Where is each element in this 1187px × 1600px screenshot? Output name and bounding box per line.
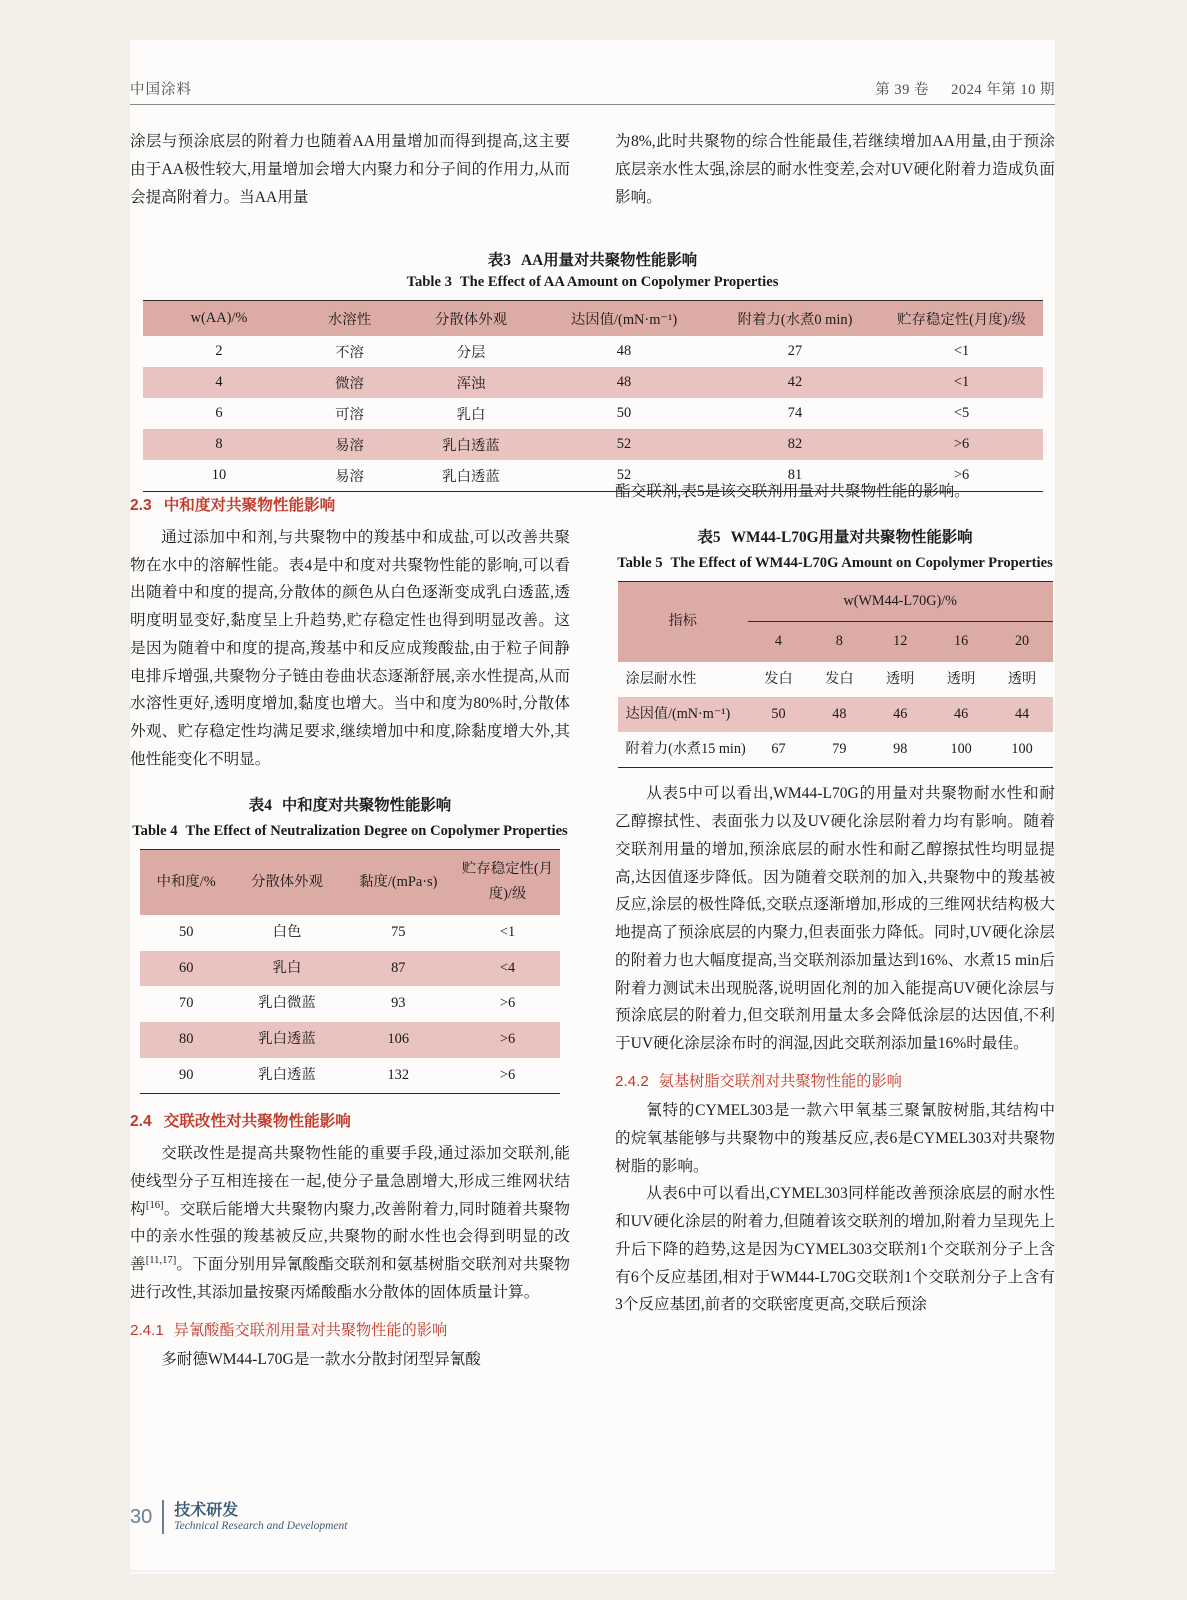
table-row — [143, 367, 1043, 398]
cell: 8 — [143, 429, 296, 460]
volume-label: 第 39 卷 — [875, 82, 929, 98]
cell: 10 — [211, 466, 227, 483]
cell: 50 — [748, 697, 809, 732]
page-margin-right — [1055, 0, 1187, 1600]
cell: 浑浊 — [404, 367, 539, 398]
section-number: 2.4.2 — [615, 1072, 649, 1090]
table-row — [143, 429, 1043, 460]
citation-ref: [11,17] — [145, 1254, 177, 1266]
table-3-header-cell: 达因值/(mN·m⁻¹) — [539, 300, 710, 336]
cell: 132 — [387, 1066, 410, 1083]
table-3-header-cell: w(AA)/% — [143, 300, 296, 336]
paragraph: 多耐德WM44-L70G是一款水分散封闭型异氰酸 — [161, 1350, 481, 1368]
cell: 90 — [179, 1066, 194, 1083]
section-heading-2-4 — [130, 1108, 570, 1136]
paragraph-part: 。下面分别用异氰酸酯交联剂和氨基树脂交联剂对共聚物进行改性,其添加量按聚丙烯酸酯水分散体的固体质量计算。 — [130, 1256, 570, 1301]
table-row — [140, 951, 560, 987]
table-5-group-header: w(WM44-L70G)/% — [748, 582, 1053, 622]
running-head — [130, 78, 1055, 99]
cell: 透明 — [886, 670, 915, 687]
cell: <1 — [953, 342, 970, 359]
table-3-header-cell: 附着力(水煮0 min) — [710, 300, 881, 336]
cell: 106 — [342, 1022, 455, 1058]
cell: >6 — [499, 995, 516, 1012]
cell: >6 — [455, 1022, 560, 1058]
table-3 — [143, 300, 1043, 492]
cell: >6 — [953, 466, 970, 483]
table-row — [618, 732, 1053, 768]
table-4-title-en — [130, 821, 570, 843]
table-3-caption-en: The Effect of AA Amount on Copolymer Properties — [459, 274, 779, 290]
table-row — [140, 1022, 560, 1058]
cell: 27 — [787, 342, 803, 359]
cell: <5 — [953, 404, 970, 421]
paragraph-part: 。交联后能增大共聚物内聚力,改善附着力,同时随着共聚物中的亲水性强的羧基被反应,共聚物的耐水性也会得到明显的改善 — [130, 1200, 570, 1274]
paragraph: 通过添加中和剂,与共聚物中的羧基中和成盐,可以改善共聚物在水中的溶解性能。表4是中和度对共聚物性能的影响,可以看出随着中和度的提高,分散体的颜色从白色逐渐变成乳白透蓝,透明度明显变好,黏度呈上升趋势,贮存稳定性也得到明显改善。这是因为随着中和度的提高,羧基中和反应成羧酸盐,由于粒子间静电排斥增强,共聚物分子链由卷曲状态逐渐舒展,亲水性提高,从而水溶性更好,透明度增加,黏度也增大。当中和度为80%时,分散体外观、贮存稳定性均满足要求,继续增加中和度,除黏度增大外,其他性能变化不明显。 — [130, 528, 570, 768]
table-4-header-cell: 中和度/% — [140, 849, 232, 915]
cell: 6 — [215, 404, 223, 421]
cell: 98 — [893, 741, 908, 758]
paragraph: 为8%,此时共聚物的综合性能最佳,若继续增加AA用量,由于预涂底层亲水性太强,涂层的耐水性变差,会对UV硬化附着力造成负面影响。 — [615, 133, 1055, 206]
section-title: 氨基树脂交联剂对共聚物性能的影响 — [658, 1072, 902, 1090]
cell: <4 — [455, 951, 560, 987]
page-margin-left — [0, 0, 130, 1600]
left-column-body — [130, 478, 570, 1373]
row-label: 附着力(水煮15 min) — [625, 741, 746, 758]
table-5-title-cn — [615, 524, 1055, 551]
table-row — [140, 1058, 560, 1094]
cell: 81 — [787, 466, 803, 483]
table-row — [140, 986, 560, 1022]
table-5-level: 20 — [992, 622, 1053, 662]
paragraph: 氰特的CYMEL303是一款六甲氧基三聚氰胺树脂,其结构中的烷氧基能够与共聚物中的羧基反应,表6是CYMEL303对共聚物树脂的影响。 — [615, 1102, 1055, 1175]
journal-name: 中国涂料 — [130, 82, 192, 98]
cell: 52 — [539, 429, 710, 460]
right-column-intro — [615, 128, 1055, 223]
cell: 100 — [1011, 741, 1033, 758]
table-row — [618, 697, 1053, 732]
cell: 乳白微蓝 — [258, 995, 316, 1012]
table-5-level: 8 — [809, 622, 870, 662]
section-number: 2.4 — [130, 1113, 152, 1131]
section-title: 交联改性对共聚物性能影响 — [163, 1113, 351, 1131]
cell: 透明 — [946, 670, 976, 687]
table-4-header-cell: 贮存稳定性(月度)/级 — [455, 849, 560, 915]
cell: 可溶 — [335, 406, 364, 423]
table-5-level: 16 — [931, 622, 992, 662]
cell: 4 — [143, 367, 296, 398]
cell: 乳白透蓝 — [232, 1022, 341, 1058]
cell: 易溶 — [296, 429, 404, 460]
cell: 50 — [616, 404, 632, 421]
table-4-block — [130, 792, 570, 1095]
cell: 50 — [179, 924, 194, 941]
paragraph: 涂层与预涂底层的附着力也随着AA用量增加而得到提高,这主要由于AA极性较大,用量增加会增大内聚力和分子间的作用力,从而会提高附着力。当AA用量 — [130, 133, 570, 206]
cell: >6 — [499, 1066, 516, 1083]
table-4 — [140, 849, 560, 1094]
cell: 乳白 — [232, 951, 341, 987]
cell: 74 — [787, 404, 803, 421]
cell: 52 — [616, 466, 632, 483]
section-heading-2-4-2 — [615, 1068, 1055, 1095]
paragraph-part: 交联改性是提高共聚物性能的重要手段,通过添加交联剂,能使线型分子互相连接在一起,使分子量急剧增大,形成三维网状结构 — [130, 1145, 570, 1218]
cell: 2 — [215, 342, 223, 359]
table-row — [140, 915, 560, 951]
table-3-title-en — [130, 272, 1055, 294]
cell: 44 — [992, 697, 1053, 732]
table-5-caption-cn: WM44-L70G用量对共聚物性能影响 — [730, 528, 973, 546]
table-5-block — [615, 524, 1055, 769]
section-title: 异氰酸酯交联剂用量对共聚物性能的影响 — [173, 1321, 448, 1339]
cell: 70 — [179, 995, 194, 1012]
table-4-title-cn — [130, 792, 570, 819]
cell: 乳白透蓝 — [442, 468, 500, 485]
table-3-header-cell: 分散体外观 — [404, 300, 539, 336]
table-5-level: 12 — [870, 622, 931, 662]
table-5 — [618, 581, 1053, 768]
paragraph: 从表6中可以看出,CYMEL303同样能改善预涂底层的耐水性和UV硬化涂层的附着力,但随着该交联剂的增加,附着力呈现先上升后下降的趋势,这是因为CYMEL303交联剂1个交联剂分子上含有6个反应基团,相对于WM44-L70G交联剂1个交联剂分子上含有3个反应基团,前者的交联密度更高,交联后预涂 — [615, 1185, 1055, 1314]
table-3-label-en: Table 3 — [406, 274, 452, 290]
paragraph: 酯交联剂,表5是该交联剂用量对共聚物性能的影响。 — [615, 483, 970, 500]
cell: 透明 — [1007, 670, 1037, 687]
cell: 93 — [391, 995, 406, 1012]
cell: 易溶 — [335, 468, 364, 485]
table-5-caption-en: The Effect of WM44-L70G Amount on Copolymer Properties — [670, 555, 1053, 572]
table-row — [143, 336, 1043, 367]
cell: 82 — [710, 429, 881, 460]
cell: 乳白 — [456, 406, 486, 423]
table-row-header — [143, 300, 1043, 336]
table-row-header — [140, 849, 560, 915]
table-5-title-en — [615, 553, 1055, 575]
cell: 87 — [342, 951, 455, 987]
footer-section-cn: 技术研发 — [174, 1502, 239, 1520]
cell: >6 — [881, 429, 1043, 460]
table-4-label-en: Table 4 — [132, 822, 178, 839]
cell: 79 — [832, 741, 847, 758]
table-5-label-en: Table 5 — [617, 555, 663, 572]
cell: 发白 — [825, 670, 854, 687]
cell: 42 — [710, 367, 881, 398]
table-3-header-cell: 贮存稳定性(月度)/级 — [881, 300, 1043, 336]
cell: 分层 — [456, 344, 486, 361]
page-number: 30 — [130, 1505, 153, 1528]
cell: 不溶 — [335, 344, 364, 361]
table-3-block — [130, 248, 1055, 492]
cell: 48 — [809, 697, 870, 732]
cell: <1 — [881, 367, 1043, 398]
table-5-label-cn: 表5 — [697, 528, 721, 546]
cell: 微溶 — [296, 367, 404, 398]
table-4-header-cell: 黏度/(mPa·s) — [342, 849, 455, 915]
section-heading-2-3 — [130, 492, 570, 520]
cell: 发白 — [764, 670, 793, 687]
paragraph — [130, 1140, 570, 1307]
table-3-label-cn: 表3 — [487, 252, 511, 269]
section-number: 2.4.1 — [130, 1321, 164, 1339]
table-3-caption-cn: AA用量对共聚物性能影响 — [520, 252, 698, 269]
cell: 67 — [771, 741, 786, 758]
section-title: 中和度对共聚物性能影响 — [163, 497, 336, 514]
left-column-intro — [130, 128, 570, 223]
table-row-header — [618, 582, 1053, 622]
row-label: 达因值/(mN·m⁻¹) — [618, 697, 749, 732]
section-heading-2-4-1 — [130, 1317, 570, 1344]
cell: 48 — [539, 367, 710, 398]
issue-label: 2024 年第 10 期 — [951, 82, 1055, 98]
table-3-header-cell: 水溶性 — [296, 300, 404, 336]
table-4-header-cell: 分散体外观 — [232, 849, 341, 915]
cell: 75 — [391, 924, 406, 941]
cell: 60 — [140, 951, 232, 987]
table-row — [143, 398, 1043, 429]
table-5-index-header: 指标 — [618, 582, 749, 662]
cell: 46 — [931, 697, 992, 732]
table-row — [618, 662, 1053, 697]
issue-info — [857, 78, 1055, 99]
footer-section-en: Technical Research and Development — [174, 1519, 348, 1532]
section-number: 2.3 — [130, 497, 152, 514]
table-3-title-cn — [130, 248, 1055, 270]
citation-ref: [16] — [145, 1199, 164, 1211]
paragraph: 从表5中可以看出,WM44-L70G的用量对共聚物耐水性和耐乙醇擦拭性、表面张力以及UV硬化涂层附着力均有影响。随着交联剂用量的增加,预涂底层的耐水性和耐乙醇擦拭性均明显提高,达因值逐步降低。因为随着交联剂的加入,共聚物中的羧基被反应,涂层的极性降低,交联点逐渐增加,形成的三维网状结构极大地提高了预涂底层的内聚力,但表面张力降低。同时,UV硬化涂层的附着力也大幅度提高,当交联剂添加量达到16%、水煮15 min后附着力测试未出现脱落,说明固化剂的加入能提高UV硬化涂层与预涂底层的附着力,但交联剂用量太多会降低涂层的达因值,不利于UV硬化涂层涂布时的润湿,因此交联剂添加量16%时最佳。 — [615, 785, 1055, 1053]
header-divider — [130, 104, 1055, 105]
footer-divider — [162, 1500, 164, 1534]
table-4-label-cn: 表4 — [248, 796, 272, 814]
right-column-body — [615, 478, 1055, 1319]
row-label: 涂层耐水性 — [625, 670, 697, 687]
table-4-caption-en: The Effect of Neutralization Degree on Copolymer Properties — [185, 822, 568, 839]
cell: 80 — [140, 1022, 232, 1058]
cell: <1 — [499, 924, 516, 941]
table-4-caption-cn: 中和度对共聚物性能影响 — [281, 796, 452, 814]
cell: 乳白透蓝 — [258, 1066, 316, 1083]
cell: 白色 — [272, 924, 302, 941]
cell: 48 — [616, 342, 632, 359]
cell: 乳白透蓝 — [404, 429, 539, 460]
table-5-level: 4 — [748, 622, 809, 662]
page-footer — [130, 1500, 347, 1534]
cell: 100 — [950, 741, 972, 758]
cell: 46 — [870, 697, 931, 732]
